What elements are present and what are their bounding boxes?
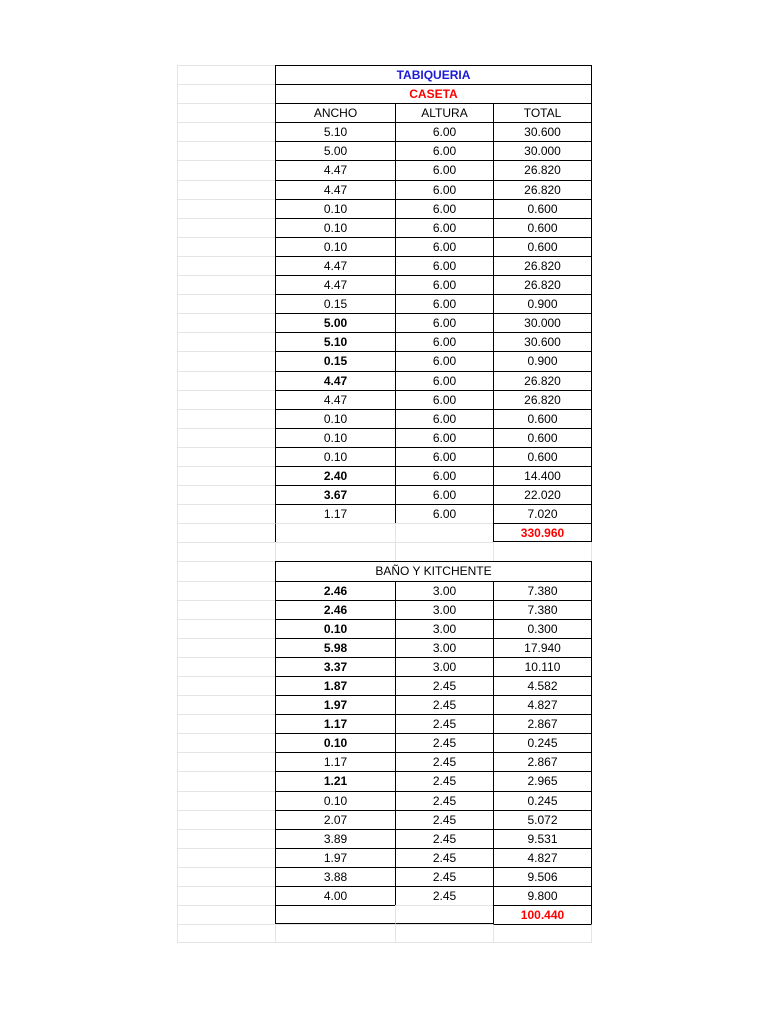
empty-cell[interactable] bbox=[177, 466, 275, 485]
title-row bbox=[177, 65, 592, 84]
subtitle-row bbox=[177, 84, 592, 103]
table-row bbox=[177, 657, 592, 676]
empty-cell[interactable] bbox=[177, 65, 275, 84]
cell-ancho[interactable]: 0.10 bbox=[275, 237, 395, 256]
table-row bbox=[177, 218, 592, 237]
empty-cell[interactable] bbox=[493, 924, 592, 943]
empty-cell[interactable] bbox=[177, 409, 275, 428]
section-title-caseta[interactable]: CASETA bbox=[275, 84, 592, 103]
empty-cell[interactable] bbox=[177, 237, 275, 256]
cell-altura[interactable]: 3.00 bbox=[395, 619, 493, 638]
empty-cell[interactable] bbox=[177, 180, 275, 199]
cell-altura[interactable]: 3.00 bbox=[395, 600, 493, 619]
cell-altura[interactable]: 6.00 bbox=[395, 122, 493, 141]
total-row-caseta bbox=[177, 523, 592, 542]
cell-total[interactable]: 30.600 bbox=[493, 332, 592, 351]
cell-altura[interactable]: 2.45 bbox=[395, 810, 493, 829]
table-row bbox=[177, 886, 592, 905]
empty-cell[interactable] bbox=[177, 390, 275, 409]
trailing-row bbox=[177, 924, 592, 943]
cell-ancho[interactable]: 4.47 bbox=[275, 275, 395, 294]
cell-total[interactable]: 9.531 bbox=[493, 829, 592, 848]
empty-cell[interactable] bbox=[177, 619, 275, 638]
table-row bbox=[177, 237, 592, 256]
cell-ancho[interactable]: 0.10 bbox=[275, 428, 395, 447]
table-row bbox=[177, 581, 592, 600]
empty-cell[interactable] bbox=[177, 275, 275, 294]
cell-ancho[interactable]: 0.10 bbox=[275, 218, 395, 237]
cell-ancho[interactable]: 0.10 bbox=[275, 791, 395, 810]
cell-total[interactable]: 30.600 bbox=[493, 122, 592, 141]
empty-cell[interactable] bbox=[177, 141, 275, 160]
spacer-row bbox=[177, 542, 592, 561]
cell-ancho[interactable]: 4.47 bbox=[275, 256, 395, 275]
table-row bbox=[177, 447, 592, 466]
empty-cell[interactable] bbox=[177, 332, 275, 351]
empty-cell[interactable] bbox=[177, 542, 275, 561]
cell-total[interactable]: 26.820 bbox=[493, 160, 592, 179]
cell-total[interactable]: 7.380 bbox=[493, 581, 592, 600]
cell-altura[interactable]: 6.00 bbox=[395, 294, 493, 313]
empty-cell[interactable] bbox=[177, 447, 275, 466]
table-row bbox=[177, 485, 592, 504]
empty-cell[interactable] bbox=[177, 905, 275, 924]
bano-total-value[interactable]: 100.440 bbox=[493, 905, 592, 924]
cell-altura[interactable]: 2.45 bbox=[395, 695, 493, 714]
spreadsheet bbox=[177, 65, 592, 943]
cell-total[interactable]: 2.965 bbox=[493, 771, 592, 790]
table-row bbox=[177, 428, 592, 447]
empty-cell[interactable] bbox=[275, 924, 395, 943]
cell-altura[interactable]: 3.00 bbox=[395, 657, 493, 676]
cell-total[interactable]: 26.820 bbox=[493, 371, 592, 390]
table-row bbox=[177, 695, 592, 714]
empty-cell[interactable] bbox=[275, 523, 395, 542]
table-row bbox=[177, 771, 592, 790]
cell-altura[interactable]: 3.00 bbox=[395, 638, 493, 657]
cell-total[interactable]: 26.820 bbox=[493, 390, 592, 409]
table-row bbox=[177, 733, 592, 752]
cell-total[interactable]: 0.600 bbox=[493, 447, 592, 466]
cell-ancho[interactable]: 4.47 bbox=[275, 160, 395, 179]
cell-ancho[interactable]: 4.47 bbox=[275, 390, 395, 409]
empty-cell[interactable] bbox=[177, 256, 275, 275]
empty-cell[interactable] bbox=[177, 714, 275, 733]
empty-cell[interactable] bbox=[275, 542, 395, 561]
cell-total[interactable]: 2.867 bbox=[493, 752, 592, 771]
empty-cell[interactable] bbox=[177, 523, 275, 542]
header-row bbox=[177, 103, 592, 122]
table-row bbox=[177, 791, 592, 810]
empty-cell[interactable] bbox=[177, 160, 275, 179]
table-row bbox=[177, 313, 592, 332]
table-row bbox=[177, 371, 592, 390]
empty-cell[interactable] bbox=[177, 294, 275, 313]
cell-altura[interactable]: 6.00 bbox=[395, 466, 493, 485]
cell-ancho[interactable]: 2.46 bbox=[275, 600, 395, 619]
table-row bbox=[177, 409, 592, 428]
empty-cell[interactable] bbox=[177, 829, 275, 848]
cell-total[interactable]: 10.110 bbox=[493, 657, 592, 676]
cell-total[interactable]: 0.600 bbox=[493, 199, 592, 218]
cell-total[interactable]: 4.827 bbox=[493, 848, 592, 867]
cell-ancho[interactable]: 0.10 bbox=[275, 409, 395, 428]
cell-total[interactable]: 0.900 bbox=[493, 351, 592, 370]
cell-ancho[interactable]: 2.46 bbox=[275, 581, 395, 600]
empty-cell[interactable] bbox=[177, 84, 275, 103]
table-row bbox=[177, 752, 592, 771]
cell-altura[interactable]: 6.00 bbox=[395, 371, 493, 390]
cell-ancho[interactable]: 1.97 bbox=[275, 695, 395, 714]
cell-total[interactable]: 0.300 bbox=[493, 619, 592, 638]
cell-altura[interactable]: 6.00 bbox=[395, 237, 493, 256]
cell-ancho[interactable]: 4.00 bbox=[275, 886, 395, 905]
table-row bbox=[177, 466, 592, 485]
table-row bbox=[177, 180, 592, 199]
cell-ancho[interactable]: 0.10 bbox=[275, 447, 395, 466]
cell-altura[interactable]: 2.45 bbox=[395, 714, 493, 733]
table-row bbox=[177, 867, 592, 886]
empty-cell[interactable] bbox=[177, 676, 275, 695]
empty-cell[interactable] bbox=[493, 542, 592, 561]
cell-altura[interactable]: 6.00 bbox=[395, 428, 493, 447]
empty-cell[interactable] bbox=[177, 199, 275, 218]
cell-ancho[interactable]: 5.10 bbox=[275, 122, 395, 141]
cell-altura[interactable]: 2.45 bbox=[395, 733, 493, 752]
cell-ancho[interactable]: 4.47 bbox=[275, 180, 395, 199]
empty-cell[interactable] bbox=[177, 561, 275, 580]
cell-total[interactable]: 0.600 bbox=[493, 409, 592, 428]
table-row bbox=[177, 504, 592, 523]
cell-altura[interactable]: 6.00 bbox=[395, 141, 493, 160]
cell-total[interactable]: 0.245 bbox=[493, 791, 592, 810]
cell-altura[interactable]: 6.00 bbox=[395, 332, 493, 351]
cell-ancho[interactable]: 1.97 bbox=[275, 848, 395, 867]
total-row-bano bbox=[177, 905, 592, 924]
cell-altura[interactable]: 6.00 bbox=[395, 199, 493, 218]
empty-cell[interactable] bbox=[177, 218, 275, 237]
column-header-ancho[interactable]: ANCHO bbox=[275, 103, 395, 122]
cell-ancho[interactable]: 3.89 bbox=[275, 829, 395, 848]
empty-cell[interactable] bbox=[177, 485, 275, 504]
cell-ancho[interactable]: 1.17 bbox=[275, 752, 395, 771]
cell-altura[interactable]: 2.45 bbox=[395, 829, 493, 848]
table-row bbox=[177, 638, 592, 657]
empty-cell[interactable] bbox=[177, 371, 275, 390]
table-row bbox=[177, 848, 592, 867]
empty-cell[interactable] bbox=[395, 905, 493, 924]
empty-cell[interactable] bbox=[177, 103, 275, 122]
cell-total[interactable]: 30.000 bbox=[493, 313, 592, 332]
cell-ancho[interactable]: 0.15 bbox=[275, 294, 395, 313]
cell-altura[interactable]: 2.45 bbox=[395, 676, 493, 695]
cell-total[interactable]: 5.072 bbox=[493, 810, 592, 829]
empty-cell[interactable] bbox=[177, 657, 275, 676]
empty-cell[interactable] bbox=[177, 695, 275, 714]
cell-total[interactable]: 2.867 bbox=[493, 714, 592, 733]
table-row bbox=[177, 810, 592, 829]
cell-altura[interactable]: 2.45 bbox=[395, 886, 493, 905]
cell-ancho[interactable]: 1.21 bbox=[275, 771, 395, 790]
cell-total[interactable]: 4.827 bbox=[493, 695, 592, 714]
table-row bbox=[177, 351, 592, 370]
empty-cell[interactable] bbox=[177, 504, 275, 523]
cell-ancho[interactable]: 0.10 bbox=[275, 199, 395, 218]
cell-ancho[interactable]: 3.67 bbox=[275, 485, 395, 504]
empty-cell[interactable] bbox=[395, 924, 493, 943]
cell-altura[interactable]: 6.00 bbox=[395, 504, 493, 523]
cell-total[interactable]: 26.820 bbox=[493, 275, 592, 294]
bano-title-row bbox=[177, 561, 592, 580]
cell-altura[interactable]: 2.45 bbox=[395, 791, 493, 810]
cell-total[interactable]: 7.020 bbox=[493, 504, 592, 523]
cell-ancho[interactable]: 5.98 bbox=[275, 638, 395, 657]
cell-total[interactable]: 9.506 bbox=[493, 867, 592, 886]
empty-cell[interactable] bbox=[177, 122, 275, 141]
cell-altura[interactable]: 3.00 bbox=[395, 581, 493, 600]
cell-altura[interactable]: 6.00 bbox=[395, 256, 493, 275]
table-row bbox=[177, 829, 592, 848]
table-title[interactable]: TABIQUERIA bbox=[275, 65, 592, 84]
cell-ancho[interactable]: 0.10 bbox=[275, 733, 395, 752]
table-row bbox=[177, 294, 592, 313]
cell-altura[interactable]: 6.00 bbox=[395, 180, 493, 199]
cell-ancho[interactable]: 5.00 bbox=[275, 313, 395, 332]
cell-total[interactable]: 0.600 bbox=[493, 218, 592, 237]
cell-altura[interactable]: 6.00 bbox=[395, 160, 493, 179]
cell-total[interactable]: 0.600 bbox=[493, 237, 592, 256]
cell-total[interactable]: 26.820 bbox=[493, 180, 592, 199]
cell-total[interactable]: 26.820 bbox=[493, 256, 592, 275]
cell-ancho[interactable]: 5.10 bbox=[275, 332, 395, 351]
cell-ancho[interactable]: 1.17 bbox=[275, 504, 395, 523]
cell-ancho[interactable]: 2.40 bbox=[275, 466, 395, 485]
cell-altura[interactable]: 6.00 bbox=[395, 313, 493, 332]
cell-ancho[interactable]: 5.00 bbox=[275, 141, 395, 160]
empty-cell[interactable] bbox=[177, 752, 275, 771]
empty-cell[interactable] bbox=[177, 791, 275, 810]
empty-cell[interactable] bbox=[177, 733, 275, 752]
cell-total[interactable]: 7.380 bbox=[493, 600, 592, 619]
cell-total[interactable]: 9.800 bbox=[493, 886, 592, 905]
empty-cell[interactable] bbox=[177, 600, 275, 619]
cell-altura[interactable]: 6.00 bbox=[395, 447, 493, 466]
table-row bbox=[177, 160, 592, 179]
table-row bbox=[177, 714, 592, 733]
cell-ancho[interactable]: 2.07 bbox=[275, 810, 395, 829]
column-header-altura[interactable]: ALTURA bbox=[395, 103, 493, 122]
cell-ancho[interactable]: 0.10 bbox=[275, 619, 395, 638]
cell-total[interactable]: 0.600 bbox=[493, 428, 592, 447]
cell-altura[interactable]: 6.00 bbox=[395, 275, 493, 294]
empty-cell[interactable] bbox=[177, 581, 275, 600]
table-row bbox=[177, 275, 592, 294]
empty-cell[interactable] bbox=[275, 905, 395, 924]
cell-altura[interactable]: 2.45 bbox=[395, 752, 493, 771]
cell-total[interactable]: 0.245 bbox=[493, 733, 592, 752]
cell-total[interactable]: 0.900 bbox=[493, 294, 592, 313]
cell-altura[interactable]: 6.00 bbox=[395, 351, 493, 370]
table-row bbox=[177, 390, 592, 409]
empty-cell[interactable] bbox=[177, 886, 275, 905]
table-row bbox=[177, 256, 592, 275]
empty-cell[interactable] bbox=[177, 848, 275, 867]
empty-cell[interactable] bbox=[177, 638, 275, 657]
empty-cell[interactable] bbox=[177, 867, 275, 886]
cell-altura[interactable]: 2.45 bbox=[395, 848, 493, 867]
empty-cell[interactable] bbox=[177, 351, 275, 370]
cell-altura[interactable]: 2.45 bbox=[395, 771, 493, 790]
table-row bbox=[177, 600, 592, 619]
table-row bbox=[177, 122, 592, 141]
cell-total[interactable]: 4.582 bbox=[493, 676, 592, 695]
caseta-total-value[interactable]: 330.960 bbox=[493, 523, 592, 542]
table-row bbox=[177, 141, 592, 160]
table-row bbox=[177, 199, 592, 218]
cell-ancho[interactable]: 3.88 bbox=[275, 867, 395, 886]
cell-altura[interactable]: 2.45 bbox=[395, 867, 493, 886]
cell-ancho[interactable]: 1.87 bbox=[275, 676, 395, 695]
cell-altura[interactable]: 6.00 bbox=[395, 485, 493, 504]
column-header-total[interactable]: TOTAL bbox=[493, 103, 592, 122]
table-row bbox=[177, 619, 592, 638]
cell-total[interactable]: 17.940 bbox=[493, 638, 592, 657]
cell-ancho[interactable]: 3.37 bbox=[275, 657, 395, 676]
cell-total[interactable]: 30.000 bbox=[493, 141, 592, 160]
cell-altura[interactable]: 6.00 bbox=[395, 409, 493, 428]
cell-ancho[interactable]: 4.47 bbox=[275, 371, 395, 390]
empty-cell[interactable] bbox=[177, 924, 275, 943]
section-title-bano[interactable]: BAÑO Y KITCHENTE bbox=[275, 561, 592, 580]
cell-total[interactable]: 22.020 bbox=[493, 485, 592, 504]
caseta-table-body bbox=[177, 122, 592, 523]
empty-cell[interactable] bbox=[395, 523, 493, 542]
bano-table-body bbox=[177, 581, 592, 906]
table-row bbox=[177, 332, 592, 351]
empty-cell[interactable] bbox=[177, 771, 275, 790]
empty-cell[interactable] bbox=[177, 810, 275, 829]
cell-ancho[interactable]: 1.17 bbox=[275, 714, 395, 733]
cell-total[interactable]: 14.400 bbox=[493, 466, 592, 485]
empty-cell[interactable] bbox=[395, 542, 493, 561]
cell-altura[interactable]: 6.00 bbox=[395, 390, 493, 409]
empty-cell[interactable] bbox=[177, 428, 275, 447]
empty-cell[interactable] bbox=[177, 313, 275, 332]
table-row bbox=[177, 676, 592, 695]
cell-altura[interactable]: 6.00 bbox=[395, 218, 493, 237]
cell-ancho[interactable]: 0.15 bbox=[275, 351, 395, 370]
